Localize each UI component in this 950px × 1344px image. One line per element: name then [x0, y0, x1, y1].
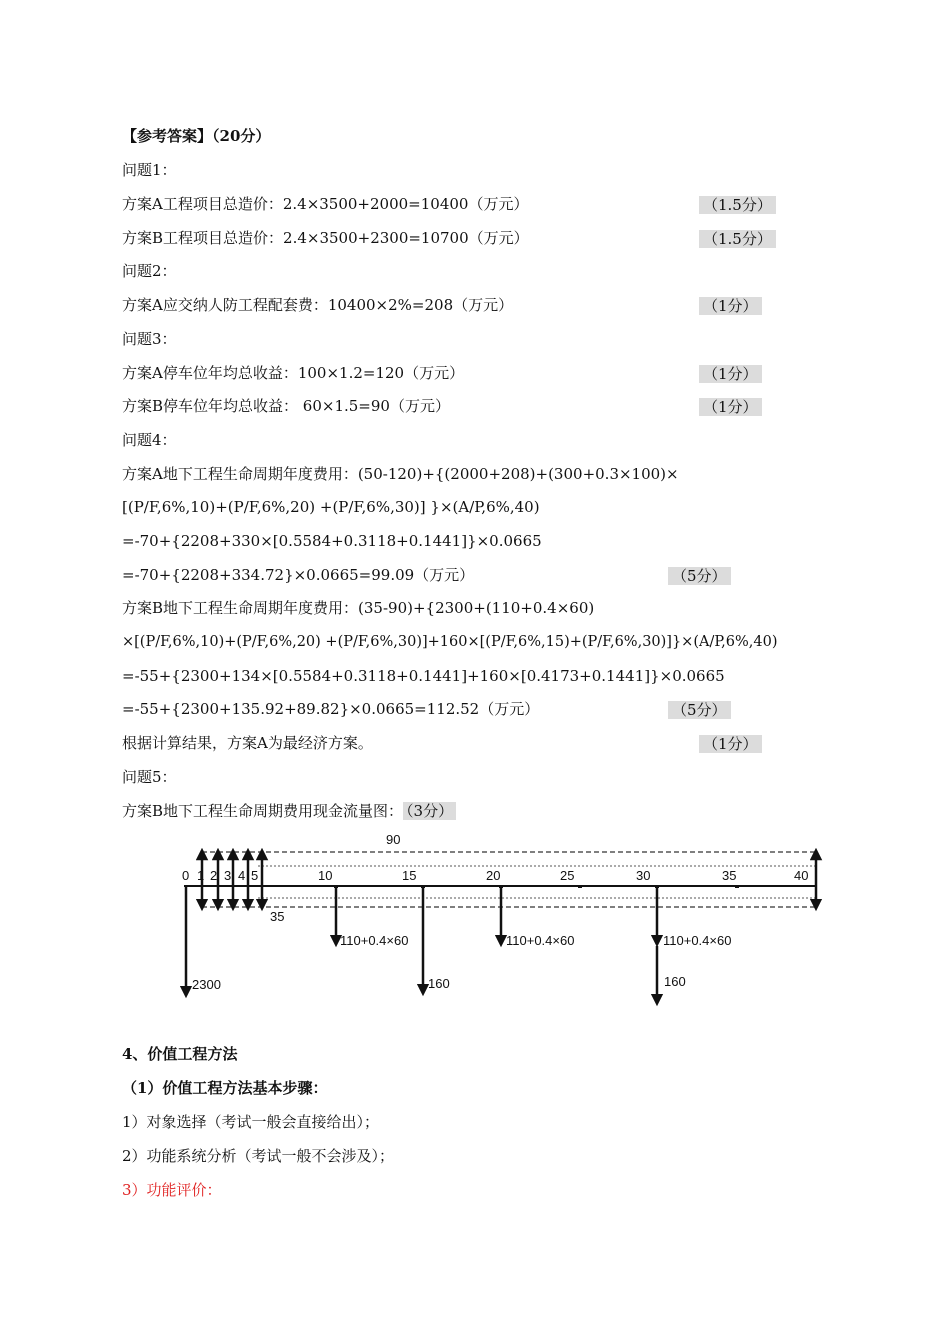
answer-heading-label: 【参考答案】	[122, 127, 213, 145]
section4-subtitle: （1）价值工程方法基本步骤：	[122, 1079, 328, 1097]
q2-score-a: （1分）	[699, 297, 762, 315]
q3-answer-b: 方案B停车位年均总收益： 60×1.5=90（万元）	[122, 397, 450, 415]
q2-answer-a: 方案A应交纳人防工程配套费：10400×2%=208（万元）	[122, 296, 514, 314]
label-160-15: 160	[428, 976, 450, 991]
step-3: 3）功能评价：	[122, 1181, 222, 1199]
tick-20: 20	[486, 868, 501, 883]
q3-label: 问题3：	[122, 330, 177, 348]
tick-2: 2	[210, 868, 218, 883]
label-maint-20: 110+0.4×60	[506, 933, 575, 948]
cashflow-diagram	[170, 828, 830, 1008]
q3-score-a: （1分）	[699, 365, 762, 383]
step-2: 2）功能系统分析（考试一般不会涉及）；	[122, 1147, 395, 1165]
q4-conclusion-score: （1分）	[699, 735, 762, 753]
q1-label: 问题1：	[122, 161, 177, 179]
tickmark-25	[578, 885, 582, 888]
tickmark-35	[735, 885, 739, 888]
label-35: 35	[270, 909, 285, 924]
answer-total-score: （20分）	[212, 127, 271, 145]
label-maint-10: 110+0.4×60	[340, 933, 409, 948]
q4-a-line-4: =-70+{2208+334.72}×0.0665=99.09（万元）	[122, 566, 475, 584]
q1-score-a: （1.5分）	[699, 196, 776, 214]
tick-5: 5	[251, 868, 259, 883]
q4-a-line-2: [(P/F,6%,10)+(P/F,6%,20) +(P/F,6%,30)] }×(A/P,6%,40)	[122, 498, 540, 516]
section4-title: 4、价值工程方法	[122, 1045, 238, 1063]
q4-label: 问题4：	[122, 431, 177, 449]
tick-15: 15	[402, 868, 417, 883]
q5-text-line	[122, 801, 456, 821]
tick-30: 30	[636, 868, 651, 883]
tick-10: 10	[318, 868, 333, 883]
label-160-30: 160	[664, 974, 686, 989]
q4-a-line-1: 方案A地下工程生命周期年度费用：(50-120)+{(2000+208)+(300+0.3×100)×	[122, 465, 679, 483]
step-1: 1）对象选择（考试一般会直接给出）；	[122, 1113, 380, 1131]
q5-label: 问题5：	[122, 768, 177, 786]
q3-score-b: （1分）	[699, 398, 762, 416]
tick-4: 4	[238, 868, 246, 883]
q1-answer-b: 方案B工程项目总造价：2.4×3500+2300=10700（万元）	[122, 229, 529, 247]
q4-a-line-3: =-70+{2208+330×[0.5584+0.3118+0.1441]}×0.0665	[122, 532, 542, 550]
q5-text: 方案B地下工程生命周期费用现金流量图：	[122, 802, 404, 820]
q4-b-line-3: =-55+{2300+134×[0.5584+0.3118+0.1441]+160×[0.4173+0.1441]}×0.0665	[122, 667, 725, 685]
label-90: 90	[386, 832, 401, 847]
tick-0: 0	[182, 868, 190, 883]
label-maint-30: 110+0.4×60	[663, 933, 732, 948]
q4-b-line-2: ×[(P/F,6%,10)+(P/F,6%,20) +(P/F,6%,30)]+160×[(P/F,6%,15)+(P/F,6%,30)]}×(A/P,6%,40)	[122, 634, 778, 650]
q4-score-b: （5分）	[668, 701, 731, 719]
q3-answer-a: 方案A停车位年均总收益：100×1.2=120（万元）	[122, 364, 465, 382]
tick-1: 1	[197, 868, 205, 883]
answer-heading	[122, 126, 270, 146]
q2-label: 问题2：	[122, 262, 177, 280]
q4-b-line-1: 方案B地下工程生命周期年度费用：(35-90)+{2300+(110+0.4×60)	[122, 599, 595, 617]
tick-25: 25	[560, 868, 575, 883]
tick-3: 3	[224, 868, 232, 883]
q5-score: （3分）	[403, 802, 456, 820]
q1-score-b: （1.5分）	[699, 230, 776, 248]
q4-conclusion: 根据计算结果，方案A为最经济方案。	[122, 734, 373, 752]
q4-score-a: （5分）	[668, 567, 731, 585]
tick-40: 40	[794, 868, 809, 883]
label-2300: 2300	[192, 977, 221, 992]
q1-answer-a: 方案A工程项目总造价：2.4×3500+2000=10400（万元）	[122, 195, 529, 213]
tick-35: 35	[722, 868, 737, 883]
q4-b-line-4: =-55+{2300+135.92+89.82}×0.0665=112.52（万元）	[122, 700, 540, 718]
